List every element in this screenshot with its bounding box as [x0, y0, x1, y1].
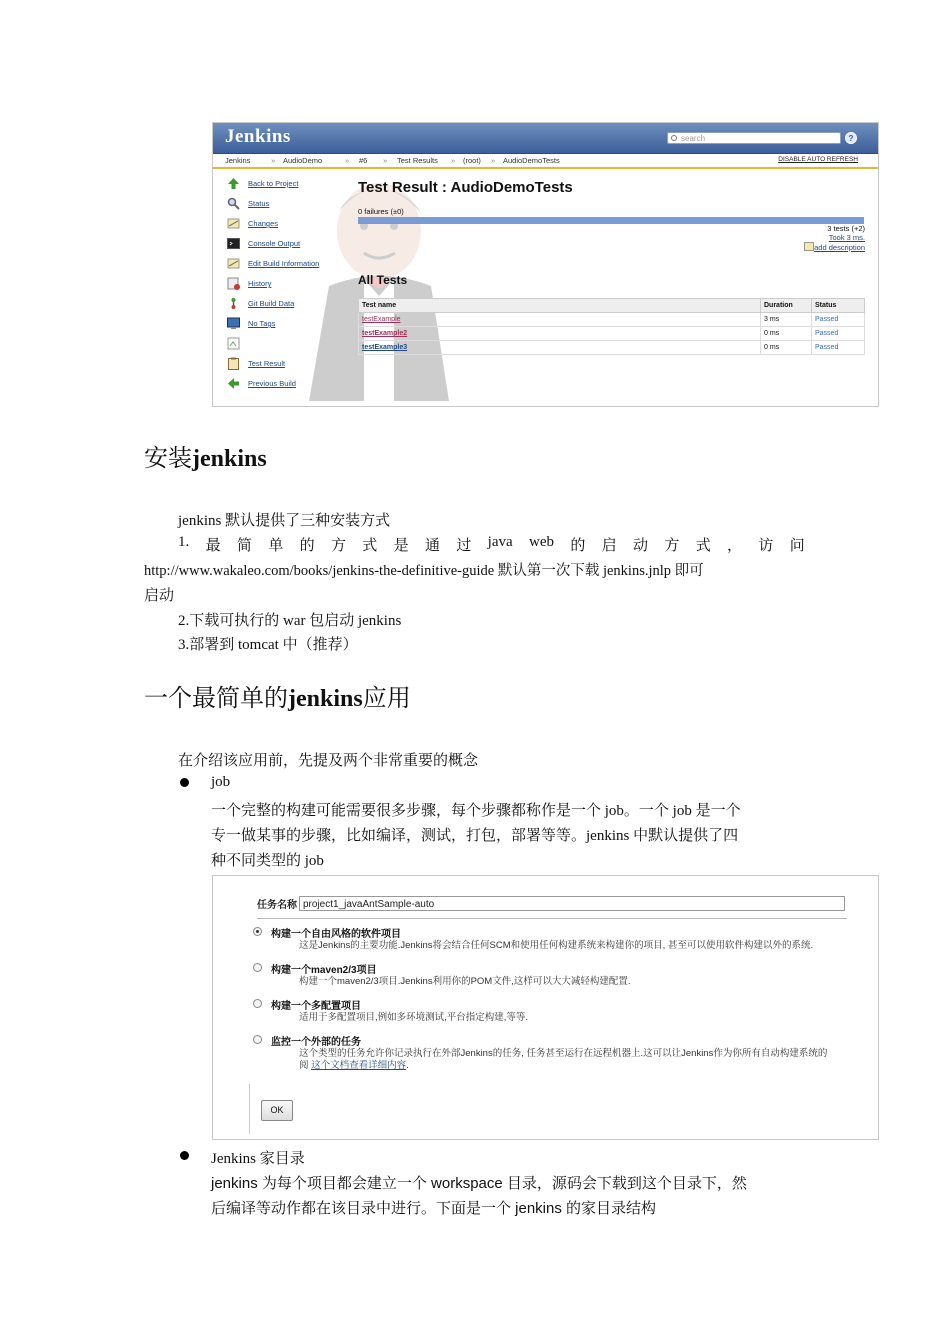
col-status[interactable]: Status	[812, 299, 865, 313]
table-row	[359, 313, 865, 327]
left-arrow-icon	[227, 377, 240, 390]
sidebar-item-git-build-data[interactable]	[227, 297, 357, 311]
radio-maven[interactable]	[253, 963, 262, 972]
col-test-name[interactable]: Test name	[359, 299, 761, 313]
breadcrumb-item[interactable]: Test Results	[397, 156, 438, 165]
option-title: 监控一个外部的任务	[271, 1037, 361, 1048]
test-summary	[804, 224, 865, 252]
took-link[interactable]: Took 3 ms.	[828, 233, 865, 242]
install-item-1-line-1: 1. 最 简 单 的 方 式 是 通 过 java web 的 启 动 方 式 ， 访 问	[178, 534, 805, 554]
sidebar-item-label: Changes	[248, 219, 279, 228]
breadcrumb-item[interactable]: AudioDemo	[283, 156, 323, 165]
clipboard-icon	[227, 357, 240, 370]
sidebar-item-history[interactable]	[227, 277, 357, 291]
heading-simple-app: 一个最简单的jenkins应用	[144, 686, 411, 712]
sidebar-item-label: No Tags	[248, 319, 276, 328]
test-name-link[interactable]: testExample3	[359, 341, 761, 355]
option-description-line-2: 阅 这个文档查看详细内容.	[299, 1060, 409, 1071]
breadcrumb-item[interactable]: Jenkins	[225, 156, 251, 165]
divider	[257, 918, 847, 919]
sidebar-item-status[interactable]	[227, 197, 357, 211]
sidebar-item-console-output[interactable]	[227, 237, 357, 251]
notepad-icon	[804, 242, 814, 251]
option-title: 构建一个maven2/3项目	[271, 965, 377, 976]
doc-link[interactable]: 这个文档查看详细内容	[311, 1060, 407, 1071]
tests-count: 3 tests (+2)	[827, 224, 865, 233]
radio-freestyle[interactable]	[253, 927, 262, 936]
notepad-icon	[227, 277, 240, 290]
sidebar-item-test-result[interactable]	[227, 357, 357, 371]
test-name-link[interactable]: testExample2	[359, 327, 761, 341]
breadcrumb-item[interactable]: #6	[359, 156, 368, 165]
sidebar-item-label: Previous Build	[248, 379, 296, 388]
sidebar-item-label: Edit Build Information	[248, 259, 320, 268]
notepad-icon	[227, 217, 240, 230]
table-row	[359, 341, 865, 355]
breadcrumb-sep: »	[271, 156, 276, 165]
sidebar-item-changes[interactable]	[227, 217, 357, 231]
breadcrumb-item[interactable]: (root)	[463, 156, 481, 165]
test-name-link[interactable]: testExample	[359, 313, 761, 327]
search-placeholder: search	[681, 134, 706, 143]
search-input[interactable]	[667, 132, 841, 144]
option-description: 这是Jenkins的主要功能.Jenkins将会结合任何SCM和使用任何构建系统来构建你的项目, 甚至可以使用软件构建以外的系统.	[299, 940, 814, 951]
install-item-3: 3.部署到 tomcat 中（推荐）	[178, 637, 358, 653]
test-duration: 3 ms	[761, 313, 812, 327]
breadcrumb-sep: »	[451, 156, 456, 165]
install-item-2: 2.下载可执行的 war 包启动 jenkins	[178, 613, 402, 629]
option-description: 构建一个maven2/3项目.Jenkins利用你的POM文件,这样可以大大减轻构建配置.	[299, 976, 631, 987]
heading-install-jenkins: 安装jenkins	[144, 446, 267, 472]
breadcrumb-sep: »	[345, 156, 350, 165]
notepad-icon	[227, 257, 240, 270]
sidebar-item-broken-image[interactable]	[227, 337, 357, 351]
install-item-1-line-3: 启动	[144, 588, 175, 604]
add-description-link[interactable]: add description	[804, 242, 865, 252]
job-name-input[interactable]: project1_javaAntSample-auto	[299, 896, 845, 911]
table-row	[359, 327, 865, 341]
breadcrumb-sep: »	[491, 156, 496, 165]
install-intro: jenkins 默认提供了三种安装方式	[178, 513, 391, 529]
bullet-job-line-3: 种不同类型的 job	[211, 853, 324, 869]
table-header-row	[359, 299, 865, 313]
sidebar-item-no-tags[interactable]	[227, 317, 357, 331]
git-icon	[227, 297, 240, 310]
broken-image-icon	[227, 337, 240, 350]
radio-multi-config[interactable]	[253, 999, 262, 1008]
failures-count: 0 failures (±0)	[358, 207, 404, 216]
option-title: 构建一个多配置项目	[271, 1001, 361, 1012]
test-duration: 0 ms	[761, 341, 812, 355]
disable-auto-refresh-link[interactable]: DISABLE AUTO REFRESH	[778, 156, 858, 163]
option-title: 构建一个自由风格的软件项目	[271, 929, 401, 940]
sidebar-item-label: Git Build Data	[248, 299, 295, 308]
help-icon[interactable]: ?	[845, 132, 857, 144]
app-intro: 在介绍该应用前，先提及两个非常重要的概念	[178, 753, 479, 769]
bullet-home-line-1: jenkins 为每个项目都会建立一个 workspace 目录，源码会下载到这个目录下，然	[211, 1175, 747, 1192]
bullet-job-line-1: 一个完整的构建可能需要很多步骤，每个步骤都称作是一个 job。一个 job 是一个	[211, 803, 741, 819]
magnifier-icon	[227, 197, 240, 210]
ok-button[interactable]: OK	[261, 1100, 293, 1121]
sidebar-item-label: History	[248, 279, 272, 288]
jenkins-logo: Jenkins	[225, 126, 291, 147]
sidebar-item-edit-build-information[interactable]	[227, 257, 357, 271]
sidebar-item-label: Back to Project	[248, 179, 299, 188]
test-progress-bar	[358, 217, 864, 224]
up-arrow-icon	[227, 177, 240, 190]
test-duration: 0 ms	[761, 327, 812, 341]
search-icon	[671, 135, 677, 141]
form-left-border	[249, 1084, 250, 1134]
option-description: 适用于多配置项目,例如多环境测试,平台指定构建,等等.	[299, 1012, 529, 1023]
col-duration[interactable]: Duration	[761, 299, 812, 313]
all-tests-heading: All Tests	[358, 273, 408, 287]
sidebar-item-previous-build[interactable]	[227, 377, 357, 391]
bullet-home-title: Jenkins 家目录	[211, 1151, 305, 1167]
sidebar-item-label: Console Output	[248, 239, 301, 248]
jenkins-header	[213, 123, 878, 154]
test-status: Passed	[812, 341, 865, 355]
bullet-home-line-2: 后编译等动作都在该目录中进行。下面是一个 jenkins 的家目录结构	[211, 1200, 657, 1217]
tests-table	[358, 298, 865, 355]
bullet-job-title: job	[211, 774, 231, 790]
breadcrumb-sep: »	[383, 156, 388, 165]
option-description: 这个类型的任务允许你记录执行在外部Jenkins的任务, 任务甚至运行在远程机器上.这可以让Jenkins作为你所有自动构建系统的	[299, 1048, 828, 1059]
bullet-icon	[180, 1151, 189, 1160]
job-name-label: 任务名称	[257, 900, 297, 911]
radio-external-job[interactable]	[253, 1035, 262, 1044]
monitor-icon	[227, 317, 240, 330]
terminal-icon	[227, 237, 240, 250]
install-item-1-line-2: http://www.wakaleo.com/books/jenkins-the-definitive-guide 默认第一次下载 jenkins.jnlp 即可	[144, 563, 704, 579]
new-job-form-screenshot	[212, 875, 879, 1140]
bullet-job-line-2: 专一做某事的步骤，比如编译，测试，打包，部署等等。jenkins 中默认提供了四	[211, 828, 739, 844]
bullet-icon	[180, 778, 189, 787]
sidebar-item-label: Status	[248, 199, 270, 208]
test-status: Passed	[812, 327, 865, 341]
sidebar-item-back-to-project[interactable]	[227, 177, 357, 191]
test-status: Passed	[812, 313, 865, 327]
breadcrumb-item[interactable]: AudioDemoTests	[503, 156, 560, 165]
page-title: Test Result : AudioDemoTests	[358, 179, 573, 196]
jenkins-test-result-screenshot	[212, 122, 879, 407]
sidebar-item-label: Test Result	[248, 359, 286, 368]
breadcrumb	[213, 154, 878, 169]
